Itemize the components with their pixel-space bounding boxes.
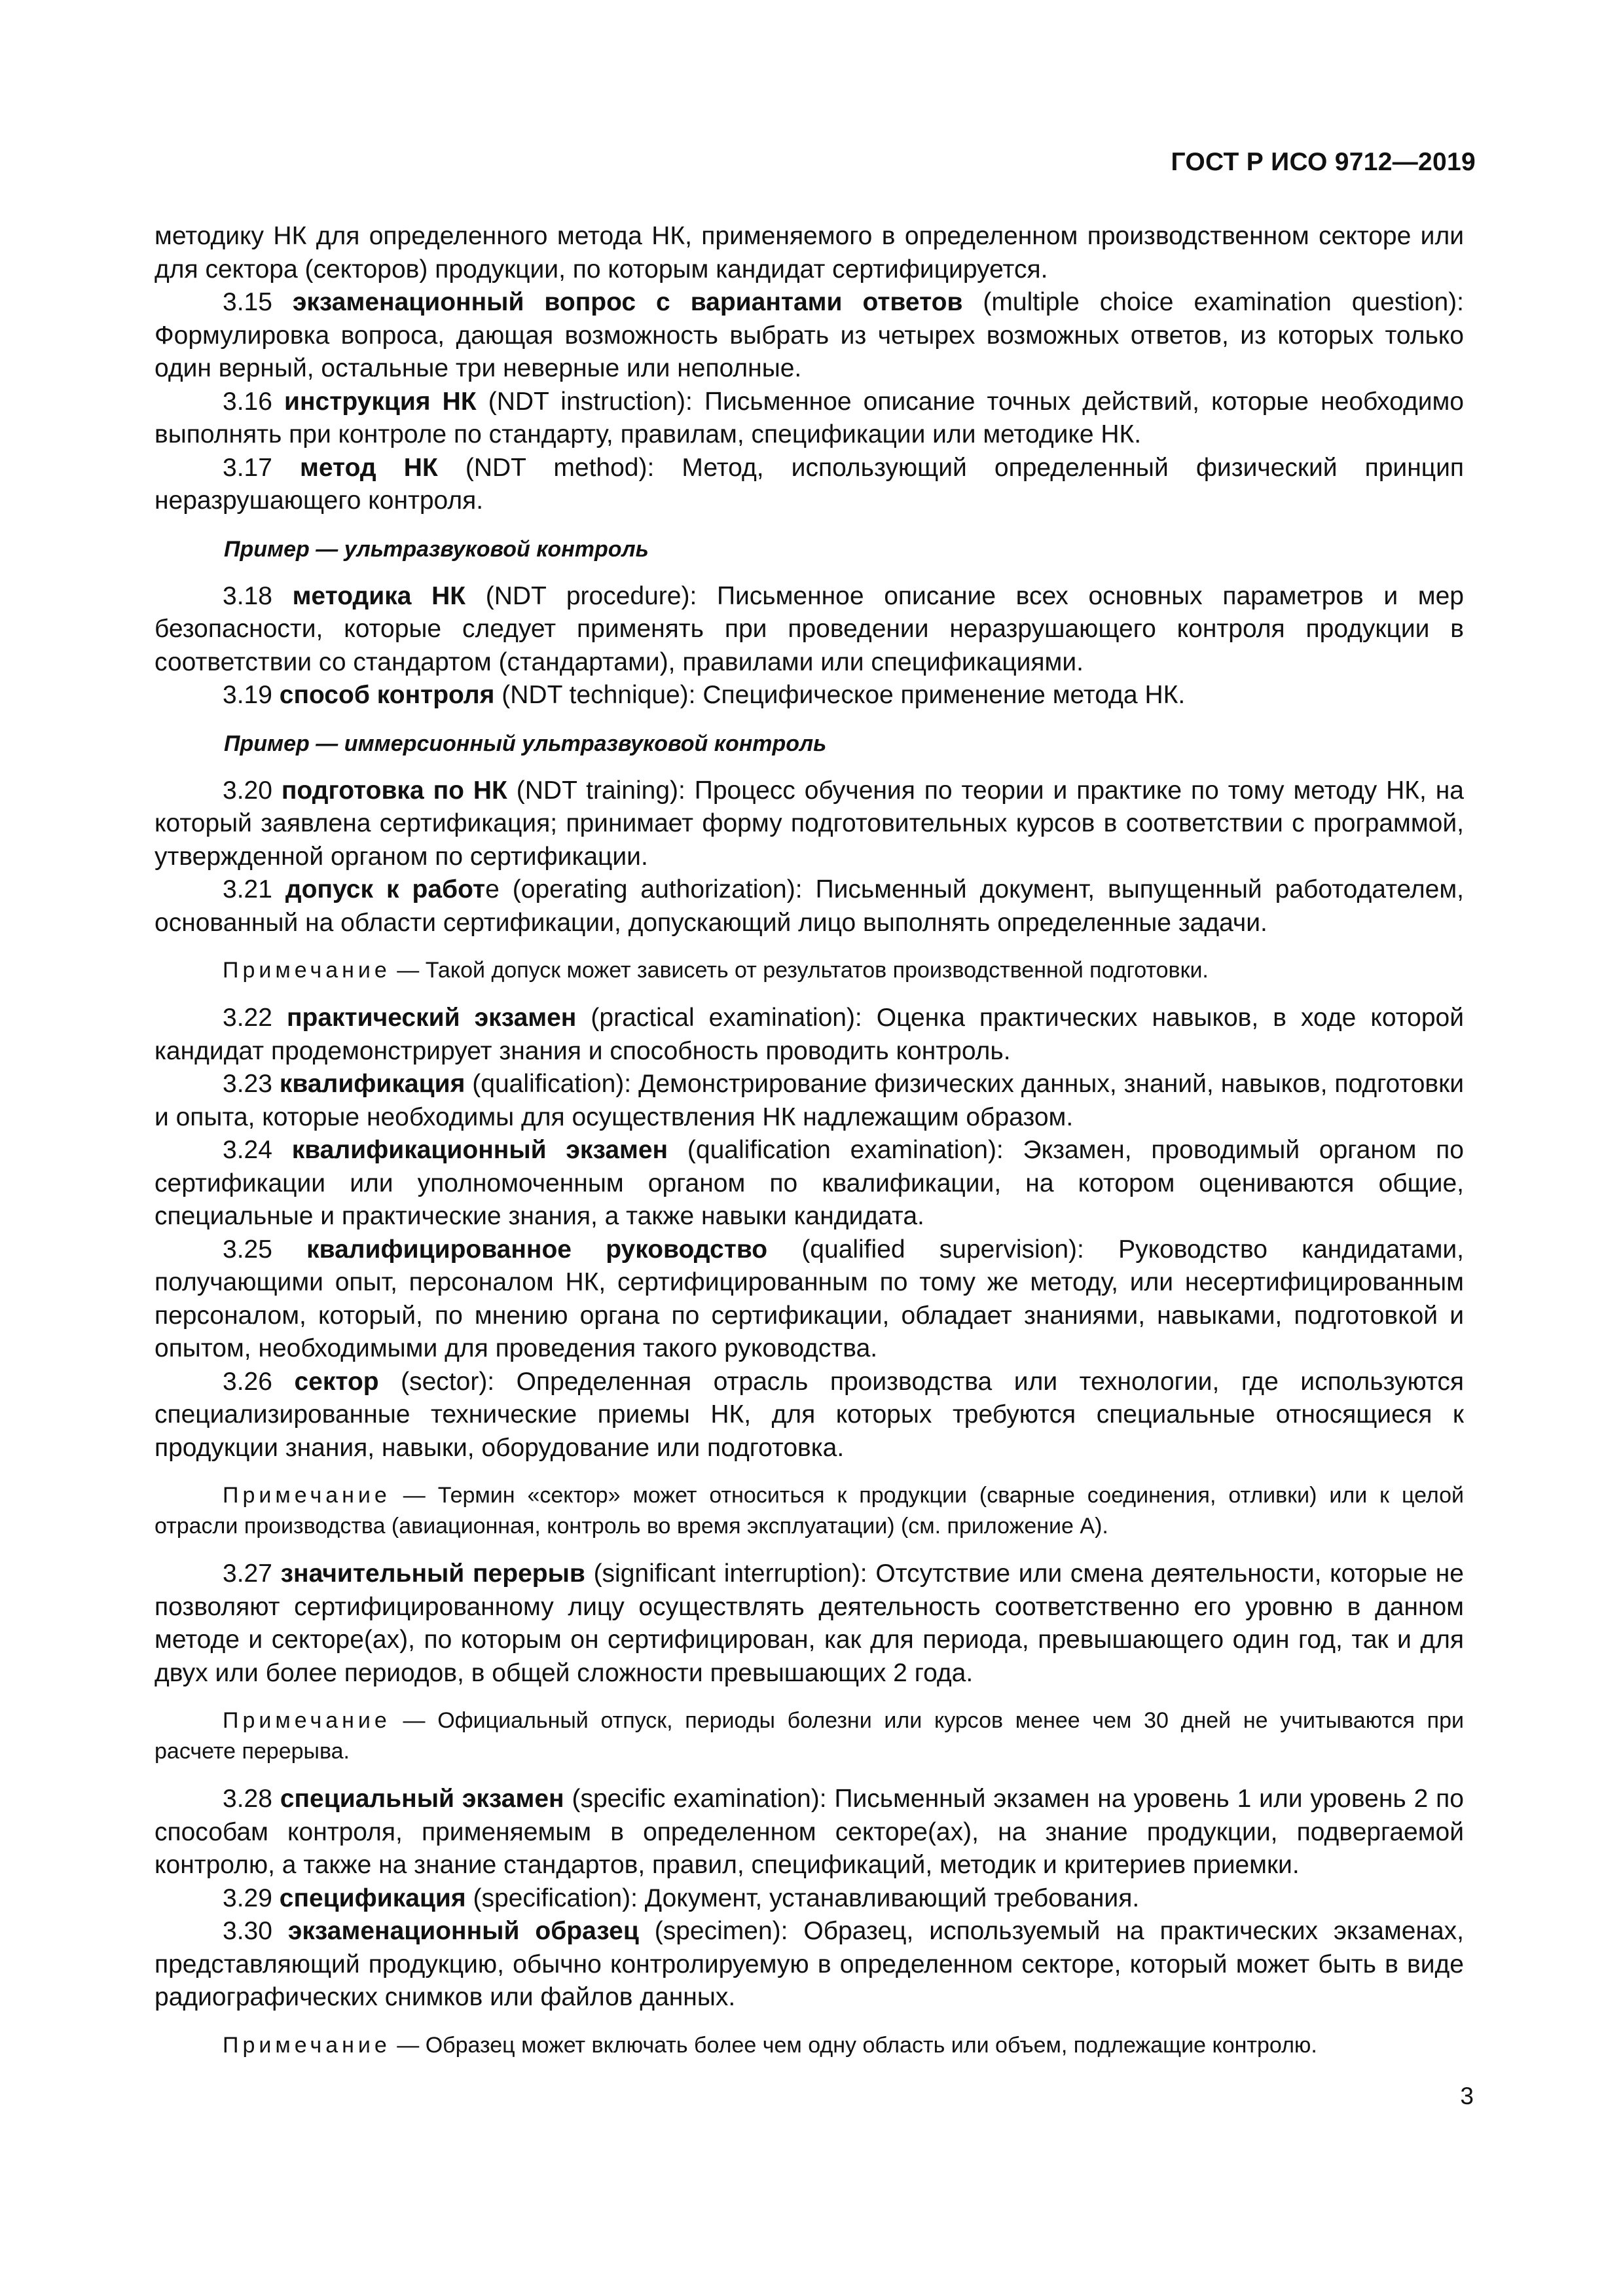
term-name: допуск к работ [285,875,486,903]
document-body [155,220,1464,2077]
paragraph-continuation: методику НК для определенного метода НК, применяемого в определенном производственном секторе или для сектора (секторов) продукции, по которым кандидат сертифицируется. [155,222,1464,283]
term-3-29: 3.29 спецификация (specification): Документ, устанавливающий требования. [223,1884,1140,1912]
note-label: Примечание [223,2032,391,2058]
term-3-25: 3.25 квалифицированное руководство (qualified supervision): Руководство кандидатами, получающими опыт, персоналом НК, сертифицированным по тому же методу, или несертифицированным персоналом, который, по мнению органа по сертификации, обладает знаниями, навыками, подготовкой и опытом, необходимыми для проведения такого руководства. [155,1235,1465,1362]
example-immersion: Пример — иммерсионный ультразвуковой контроль [224,731,827,756]
note-3-27: Примечание — Официальный отпуск, периоды болезни или курсов менее чем 30 дней не учитываются при расчете перерыва. [155,1708,1464,1764]
term-name: сектор [294,1367,379,1396]
term-name: значительный перерыв [280,1559,585,1588]
term-3-19: 3.19 способ контроля (NDT technique): Специфическое применение метода НК. [223,681,1186,709]
page-number: 3 [1460,2083,1474,2109]
term-3-20: 3.20 подготовка по НК (NDT training): Процесс обучения по теории и практике по тому методу НК, на который заявлена сертификация; принимает форму подготовительных курсов в соответствии с программой, утвержденной органом по сертификации. [155,776,1464,871]
note-label: Примечание [223,958,391,983]
term-3-28: 3.28 специальный экзамен (specific examination): Письменный экзамен на уровень 1 или уровень 2 по способам контроля, применяемым в определенном секторе(ах), на знание продукции, подвергаемой контролю, а также на знание стандартов, правил, спецификаций, методик и критериев приемки. [155,1785,1464,1879]
note-3-21: Примечание — Такой допуск может зависеть от результатов производственной подготовки. [223,958,1209,983]
term-3-26: 3.26 сектор (sector): Определенная отрасль производства или технологии, где используются специализированные технические приемы НК, для которых требуются специальные относящиеся к продукции знания, навыки, оборудование или подготовка. [155,1367,1464,1462]
term-name: квалификационный экзамен [291,1136,668,1164]
term-3-23: 3.23 квалификация (qualification): Демонстрирование физических данных, знаний, навыков, подготовки и опыта, которые необходимы для осуществления НК надлежащим образом. [155,1070,1464,1131]
term-3-21: 3.21 допуск к работе (operating authorization): Письменный документ, выпущенный работодателем, основанный на области сертификации, допускающий лицо выполнять определенные задачи. [155,875,1464,937]
note-label: Примечание [223,1708,391,1733]
term-name: квалифицированное руководство [306,1235,768,1264]
term-3-22: 3.22 практический экзамен (practical examination): Оценка практических навыков, в ходе которой кандидат продемонстрирует знания и способность проводить контроль. [155,1004,1464,1065]
term-name: подготовка по НК [281,776,507,805]
term-name: практический экзамен [286,1004,577,1032]
term-name: экзаменационный образец [287,1917,639,1945]
term-3-18: 3.18 методика НК (NDT procedure): Письменное описание всех основных параметров и мер безопасности, которые следует применять при проведении неразрушающего контроля продукции в соответствии со стандартом (стандартами), правилами или спецификациями. [155,581,1464,676]
term-name: метод НК [300,453,438,482]
document-header: ГОСТ Р ИСО 9712—2019 [1171,148,1476,176]
term-3-24: 3.24 квалификационный экзамен (qualification examination): Экзамен, проводимый органом по сертификации или уполномоченным органом по квалификации, на котором оцениваются общие, специальные и практические знания, а также навыки кандидата. [155,1136,1464,1230]
term-name: инструкция НК [284,387,477,416]
term-3-16: 3.16 инструкция НК (NDT instruction): Письменное описание точных действий, которые необходимо выполнять при контроле по стандарту, правилам, спецификации или методике НК. [155,387,1464,448]
note-label: Примечание [223,1483,391,1508]
term-name: экзаменационный вопрос с вариантами ответов [292,288,963,316]
note-3-26: Примечание — Термин «сектор» может относиться к продукции (сварные соединения, отливки) или к целой отрасли производства (авиационная, контроль во время эксплуатации) (см. приложение А). [155,1483,1464,1539]
term-3-17: 3.17 метод НК (NDT method): Метод, использующий определенный физический принцип неразрушающего контроля. [155,453,1464,515]
term-name: спецификация [279,1884,466,1912]
term-name: способ контроля [279,681,495,709]
example-ultrasonic: Пример — ультразвуковой контроль [224,536,649,562]
term-3-27: 3.27 значительный перерыв (significant interruption): Отсутствие или смена деятельности, которые не позволяют сертифицированному лицу осуществлять деятельность соответственно его уровню в данном методе и секторе(ах), по которым он сертифицирован, как для периода, превышающего один год, так и для двух или более периодов, в общей сложности превышающих 2 года. [155,1559,1464,1687]
term-name: квалификация [279,1070,465,1098]
term-3-30: 3.30 экзаменационный образец (specimen): Образец, используемый на практических экзаменах, представляющий продукцию, обычно контролируемую в определенном секторе, который может быть в виде радиографических снимков или файлов данных. [155,1917,1465,2011]
term-name: методика НК [292,581,466,610]
term-3-15: 3.15 экзаменационный вопрос с вариантами ответов (multiple choice examination question): Формулировка вопроса, дающая возможность выбрать из четырех возможных ответов, из которых только один верный, остальные три неверные или неполные. [155,288,1464,382]
term-name: специальный экзамен [280,1785,564,1813]
note-3-30: Примечание — Образец может включать более чем одну область или объем, подлежащие контролю. [223,2032,1317,2058]
